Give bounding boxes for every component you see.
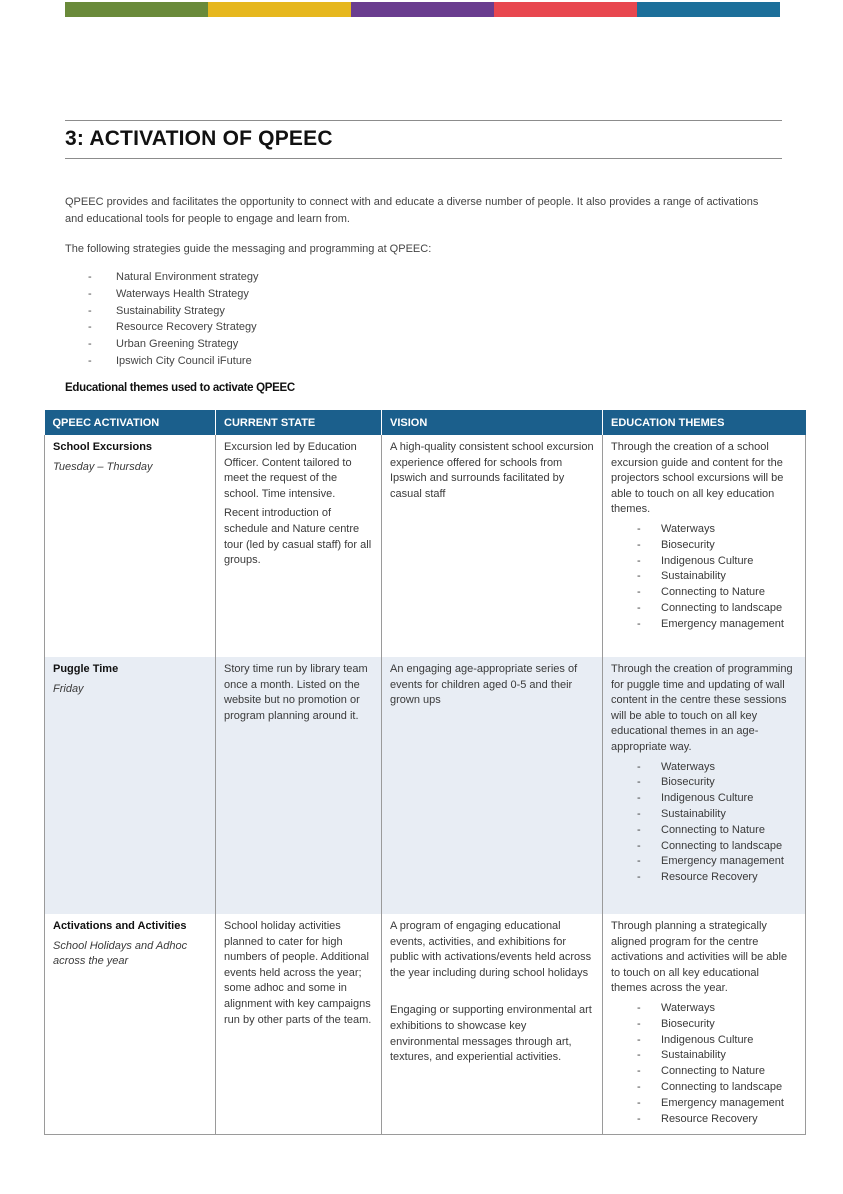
strategy-list [88,269,258,370]
list-dash: - [637,522,641,535]
color-segment-yellow [208,2,351,17]
list-dash: - [637,1001,641,1014]
vision-text: An engaging age-appropriate series of events for children aged 0-5 and their grown ups [390,663,578,707]
color-segment-green [65,2,208,17]
theme-label: Biosecurity [661,1017,715,1030]
table-row [45,657,806,914]
vision-cell [382,914,603,1134]
current-state-cell [216,657,382,914]
color-segment-blue [637,2,780,17]
list-dash: - [637,1065,641,1078]
theme-item [637,617,797,633]
activation-schedule: Tuesday – Thursday [53,460,153,473]
themes-intro: Through the creation of a school excursion guide and content for the projectors school excursions will be able to touch on all key education themes. [611,441,784,516]
intro-paragraph: QPEEC provides and facilitates the opportunity to connect with and educate a diverse number of people. It also provides a range of activations and educational tools for people to engage and learn from. [65,196,759,225]
list-dash: - [637,760,641,773]
current-state-text: Recent introduction of schedule and Nature centre tour (led by casual staff) for all groups. [224,507,372,567]
column-header: VISION [382,410,603,435]
page-title: 3: ACTIVATION OF QPEEC [65,127,333,150]
color-segment-red [494,2,637,17]
themes-list [611,522,797,633]
theme-item [637,1096,797,1112]
strategy-label: Ipswich City Council iFuture [116,354,252,367]
activation-name: Activations and Activities [53,920,187,932]
list-dash: - [637,1096,641,1109]
current-state-cell [216,914,382,1134]
theme-item [637,1017,797,1033]
list-dash: - [637,823,641,836]
themes-cell [603,657,806,914]
theme-item [637,1033,797,1049]
theme-item [637,1080,797,1096]
current-state-text: Excursion led by Education Officer. Content tailored to meet the request of the school. Time intensive. [224,441,357,500]
theme-item [637,870,797,886]
activation-schedule: School Holidays and Adhoc across the year [53,939,188,968]
list-dash: - [637,570,641,583]
list-dash: - [637,1017,641,1030]
theme-label: Sustainability [661,570,726,583]
table-row [45,914,806,1134]
theme-item [637,522,797,538]
theme-item [637,807,797,823]
theme-label: Indigenous Culture [661,554,754,567]
vision-cell [382,435,603,657]
activation-cell [45,435,216,657]
theme-item [637,760,797,776]
list-dash: - [637,871,641,884]
themes-intro: Through planning a strategically aligned program for the centre activations and activities will be able to touch on all key educational themes across the year. [611,920,788,995]
vision-text: A program of engaging educational events, activities, and exhibitions for public with activations/events held across the year including during school holidays [390,920,592,979]
column-header: CURRENT STATE [216,410,382,435]
strategy-item [88,353,258,370]
theme-item [637,1064,797,1080]
list-dash: - [88,338,92,351]
theme-label: Sustainability [661,807,726,820]
strategy-item [88,269,258,286]
list-dash: - [637,1080,641,1093]
table-header-row [45,410,806,435]
theme-label: Indigenous Culture [661,1033,754,1046]
strategy-label: Resource Recovery Strategy [116,321,257,334]
theme-label: Indigenous Culture [661,792,754,805]
theme-item [637,569,797,585]
theme-label: Connecting to Nature [661,586,765,599]
theme-label: Resource Recovery [661,1112,758,1125]
column-header: EDUCATION THEMES [603,410,806,435]
theme-label: Waterways [661,760,715,773]
theme-label: Resource Recovery [661,871,758,884]
list-dash: - [637,792,641,805]
theme-item [637,775,797,791]
strategy-item [88,286,258,303]
vision-text: A high-quality consistent school excursion experience offered for schools from Ipswich and surrounds facilitated by casual staff [390,441,594,500]
themes-cell [603,435,806,657]
themes-list [611,1001,797,1127]
list-dash: - [637,1033,641,1046]
color-segment-purple [351,2,494,17]
theme-item [637,538,797,554]
list-dash: - [637,1112,641,1125]
theme-label: Emergency management [661,1096,784,1109]
activation-name: School Excursions [53,441,153,453]
list-dash: - [88,304,92,317]
theme-item [637,1001,797,1017]
themes-list [611,760,797,886]
current-state-text: School holiday activities planned to cater for high numbers of people. Additional events held across the year; some adhoc and some in alignment with key campaigns run by other parts of the team. [224,920,372,1026]
activation-name: Puggle Time [53,663,119,675]
strategy-item [88,336,258,353]
strategy-item [88,319,258,336]
list-dash: - [637,1049,641,1062]
theme-label: Connecting to landscape [661,839,783,852]
list-dash: - [637,538,641,551]
activation-cell [45,657,216,914]
theme-item [637,839,797,855]
list-dash: - [637,586,641,599]
activation-cell [45,914,216,1134]
strategy-label: Natural Environment strategy [116,271,259,283]
current-state-text: Story time run by library team once a month. Listed on the website but no promotion or program planning around it. [224,663,368,722]
list-dash: - [637,807,641,820]
theme-label: Connecting to landscape [661,1080,783,1093]
strategy-label: Urban Greening Strategy [116,338,239,351]
activation-schedule: Friday [53,682,84,695]
theme-label: Connecting to landscape [661,601,783,614]
strategy-label: Waterways Health Strategy [116,287,249,300]
theme-label: Waterways [661,1001,715,1014]
strategy-label: Sustainability Strategy [116,304,225,317]
list-dash: - [637,601,641,614]
heading-rule-top [65,120,782,121]
theme-label: Sustainability [661,1049,726,1062]
table-heading: Educational themes used to activate QPEEC [65,382,295,394]
current-state-cell [216,435,382,657]
theme-item [637,823,797,839]
heading-rule-bottom [65,158,782,159]
vision-cell [382,657,603,914]
strategies-intro: The following strategies guide the messaging and programming at QPEEC: [65,243,432,255]
theme-label: Connecting to Nature [661,823,765,836]
theme-label: Biosecurity [661,776,715,789]
strategy-item [88,303,258,320]
theme-item [637,554,797,570]
list-dash: - [88,354,92,367]
theme-item [637,791,797,807]
vision-text: Engaging or supporting environmental art exhibitions to showcase key environmental messages through art, textures, and experiential activities. [390,1004,592,1064]
themes-intro: Through the creation of programming for puggle time and updating of wall content in the centre these sessions will be able to touch on all key educational themes in an age-appropriate way. [611,663,793,753]
list-dash: - [637,855,641,868]
theme-label: Waterways [661,522,715,535]
theme-label: Emergency management [661,617,784,630]
theme-item [637,1112,797,1128]
table-row [45,435,806,657]
theme-label: Connecting to Nature [661,1065,765,1078]
themes-cell [603,914,806,1134]
theme-item [637,601,797,617]
theme-label: Emergency management [661,855,784,868]
theme-item [637,585,797,601]
column-header: QPEEC ACTIVATION [45,410,216,435]
header-color-bar [65,2,780,17]
list-dash: - [637,839,641,852]
list-dash: - [88,321,92,334]
list-dash: - [88,287,92,300]
theme-label: Biosecurity [661,538,715,551]
list-dash: - [637,617,641,630]
education-themes-table [44,410,806,1135]
list-dash: - [637,554,641,567]
theme-item [637,854,797,870]
list-dash: - [88,271,92,283]
theme-item [637,1048,797,1064]
list-dash: - [637,776,641,789]
